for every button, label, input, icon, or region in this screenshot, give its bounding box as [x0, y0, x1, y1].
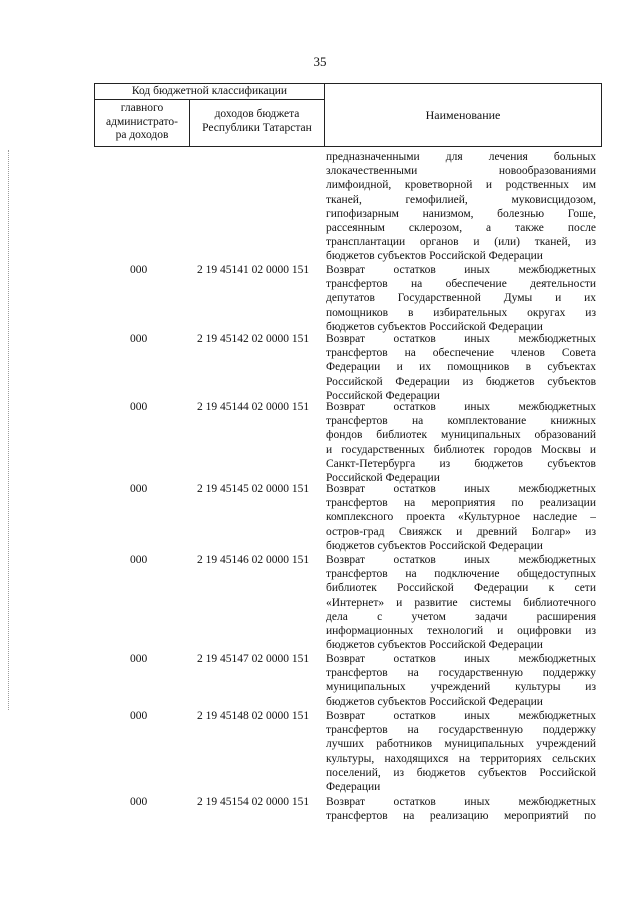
description-line: гипофизарным нанизмом, болезнью Гоше,	[326, 207, 596, 220]
description-line: информационных технологий и оцифровки из	[326, 624, 596, 637]
income-code: 2 19 45154 02 0000 151	[197, 796, 310, 808]
description-line: Возврат остатков иных межбюджетных	[326, 483, 596, 495]
header-admin-line: администрато-	[106, 115, 178, 128]
description-line: рассеянным склерозом, а также после	[326, 221, 596, 234]
description-line: комплексного проекта «Культурное наследие –	[326, 511, 596, 524]
income-code: 2 19 45146 02 0000 151	[197, 554, 310, 566]
description-line: Возврат остатков иных межбюджетных	[326, 653, 596, 665]
description-line: Российской Федерации	[326, 389, 440, 402]
header-income-column	[190, 100, 325, 147]
description-line: лучших работников муниципальных учреждений	[326, 738, 596, 751]
description-line: трансфертов на обеспечение деятельности	[326, 278, 596, 291]
row-description	[326, 482, 596, 553]
description-line: трансфертов на мероприятия по реализации	[326, 497, 596, 510]
income-code: 2 19 45145 02 0000 151	[197, 483, 310, 495]
description-line: злокачественными новообразованиями	[326, 165, 596, 178]
row-description	[326, 400, 596, 485]
description-line: тканей, гемофилией, муковисцидозом,	[326, 193, 596, 206]
description-line: бюджетов субъектов Российской Федерации	[326, 695, 543, 708]
description-line: муниципальных учреждений культуры из	[326, 681, 596, 694]
admin-code: 000	[130, 401, 148, 413]
income-code: 2 19 45148 02 0000 151	[197, 710, 310, 722]
header-name-column: Наименование	[425, 108, 501, 122]
row-description	[326, 553, 596, 652]
description-line: Возврат остатков иных межбюджетных	[326, 796, 596, 808]
income-code: 2 19 45147 02 0000 151	[197, 653, 310, 665]
description-line: трансфертов на подключение общедоступных	[326, 568, 596, 581]
description-line: Федерации	[326, 780, 381, 793]
header-code-group: Код бюджетной классификации	[95, 84, 325, 100]
description-line: трансфертов на комплектование книжных	[326, 415, 596, 428]
header-income-line: доходов бюджета	[214, 108, 300, 120]
description-line: трансфертов на государственную поддержку	[326, 667, 596, 680]
header-admin-column	[95, 100, 190, 147]
binding-margin-marks	[8, 150, 10, 710]
description-line: Санкт-Петербурга из бюджетов субъектов	[326, 457, 596, 470]
description-line: Возврат остатков иных межбюджетных	[326, 554, 596, 566]
table-header	[94, 83, 602, 147]
row-description	[326, 263, 596, 334]
description-line: Возврат остатков иных межбюджетных	[326, 401, 596, 413]
description-line: Российской Федерации из бюджетов субъектов	[326, 375, 596, 388]
income-code: 2 19 45144 02 0000 151	[197, 401, 310, 413]
description-line: трансфертов на реализацию мероприятий по	[326, 810, 596, 823]
description-line: бюджетов субъектов Российской Федерации	[326, 320, 543, 333]
description-line: Возврат остатков иных межбюджетных	[326, 264, 596, 276]
description-line: культуры, находящихся на территориях сельских	[326, 752, 596, 765]
admin-code: 000	[130, 554, 148, 566]
description-line: бюджетов субъектов Российской Федерации	[326, 250, 543, 263]
description-line: Российской Федерации	[326, 471, 440, 484]
description-line: помощников в избирательных округах из	[326, 306, 596, 319]
admin-code: 000	[130, 333, 148, 345]
description-line: дела с учетом задачи расширения	[326, 610, 596, 623]
description-line: бюджетов субъектов Российской Федерации	[326, 639, 543, 652]
description-line: поселений, из бюджетов субъектов Российской	[326, 766, 596, 779]
row-description	[326, 709, 596, 794]
admin-code: 000	[130, 653, 148, 665]
description-line: библиотек Российской Федерации к сети	[326, 582, 596, 595]
row-description	[326, 795, 596, 823]
description-line: бюджетов субъектов Российской Федерации	[326, 539, 543, 552]
description-line: Возврат остатков иных межбюджетных	[326, 333, 596, 345]
header-admin-line: главного	[120, 102, 164, 114]
description-line: депутатов Государственной Думы и их	[326, 292, 596, 305]
income-code: 2 19 45141 02 0000 151	[197, 264, 310, 276]
description-line: лимфоидной, кроветворной и родственных им	[326, 179, 596, 192]
description-line: Федерации и их помощников в субъектах	[326, 361, 596, 374]
row-description	[326, 652, 596, 709]
row-description	[326, 332, 596, 403]
admin-code: 000	[130, 796, 148, 808]
admin-code: 000	[130, 264, 148, 276]
header-admin-line: ра доходов	[115, 129, 169, 141]
continued-description	[326, 150, 596, 264]
description-line: Возврат остатков иных межбюджетных	[326, 710, 596, 722]
admin-code: 000	[130, 483, 148, 495]
description-line: трансфертов на государственную поддержку	[326, 724, 596, 737]
description-line: предназначенными для лечения больных	[326, 151, 596, 163]
description-line: остров-град Свияжск и древний Болгар» из	[326, 525, 596, 538]
description-line: трансфертов на обеспечение членов Совета	[326, 347, 596, 360]
description-line: фондов библиотек муниципальных образований	[326, 429, 596, 442]
page-number: 35	[313, 54, 327, 69]
description-line: «Интернет» и развитие системы библиотечного	[326, 596, 596, 609]
description-line: и государственных библиотек городов Москвы и	[326, 443, 596, 456]
header-income-line: Республики Татарстан	[202, 121, 312, 134]
income-code: 2 19 45142 02 0000 151	[197, 333, 310, 345]
admin-code: 000	[130, 710, 148, 722]
description-line: трансплантации органов и (или) тканей, из	[326, 236, 596, 249]
